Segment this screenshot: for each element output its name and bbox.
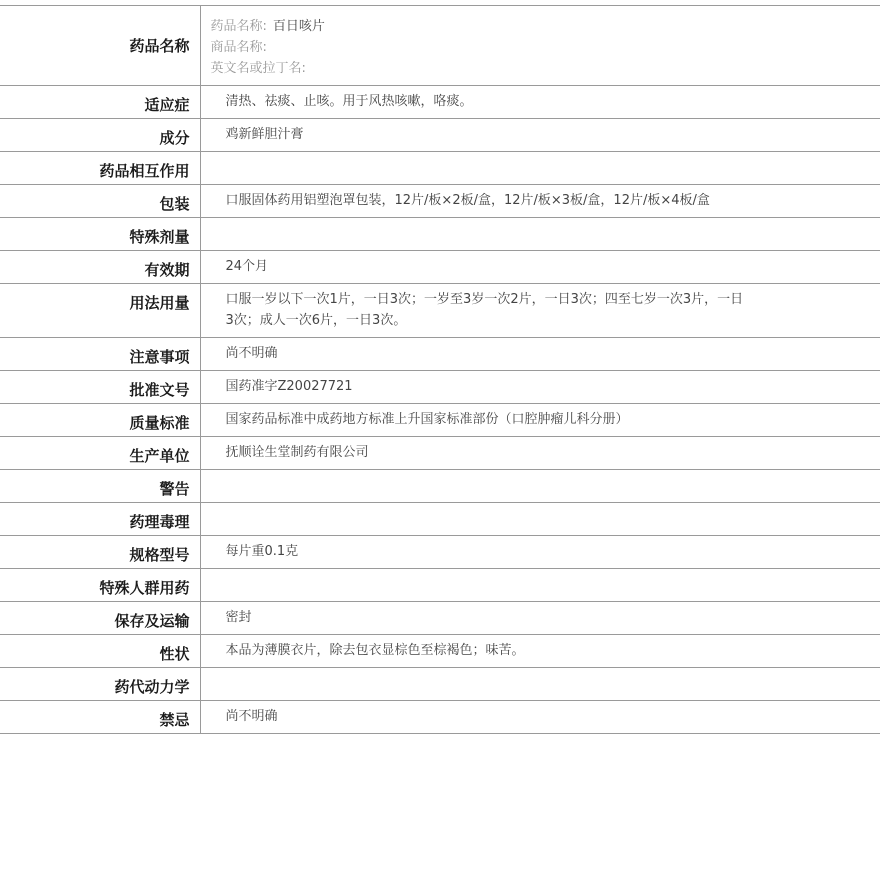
trade-name-label: 商品名称: — [210, 40, 267, 55]
table-row — [0, 668, 880, 701]
row-label: 禁忌 — [0, 701, 200, 734]
row-label: 特殊剂量 — [0, 218, 200, 251]
row-value: 尚不明确 — [225, 709, 278, 724]
row-value — [200, 152, 880, 185]
row-value — [200, 569, 880, 602]
table-row — [0, 569, 880, 602]
table-row — [0, 86, 880, 119]
row-label: 质量标准 — [0, 404, 200, 437]
row-label: 有效期 — [0, 251, 200, 284]
row-value — [200, 470, 880, 503]
table-row — [0, 152, 880, 185]
row-label: 药品名称 — [0, 6, 200, 86]
generic-name-value: 百日咳片 — [272, 19, 325, 34]
row-value: 24个月 — [225, 259, 269, 274]
table-row — [0, 338, 880, 371]
row-value — [200, 503, 880, 536]
row-value: 密封 — [225, 610, 252, 625]
row-label: 性状 — [0, 635, 200, 668]
row-label: 包装 — [0, 185, 200, 218]
table-row — [0, 701, 880, 734]
row-label: 药理毒理 — [0, 503, 200, 536]
table-row — [0, 251, 880, 284]
trade-name-line — [211, 37, 871, 58]
row-value: 清热、祛痰、止咳。用于风热咳嗽，咯痰。 — [225, 94, 473, 109]
row-label: 特殊人群用药 — [0, 569, 200, 602]
table-row — [0, 635, 880, 668]
table-row — [0, 503, 880, 536]
generic-name-line — [211, 16, 871, 37]
table-row — [0, 284, 880, 338]
table-row — [0, 404, 880, 437]
table-row — [0, 470, 880, 503]
drug-name-details — [200, 6, 880, 86]
row-label: 适应症 — [0, 86, 200, 119]
table-row — [0, 437, 880, 470]
row-label: 批准文号 — [0, 371, 200, 404]
row-label: 保存及运输 — [0, 602, 200, 635]
row-value: 每片重0.1克 — [225, 544, 299, 559]
latin-name-label: 英文名或拉丁名: — [210, 61, 306, 76]
table-row — [0, 185, 880, 218]
row-value — [200, 218, 880, 251]
row-value: 口服一岁以下一次1片，一日3次；一岁至3岁一次2片，一日3次；四至七岁一次3片，一日3次；成人一次6片，一日3次。 — [225, 292, 744, 328]
drug-info-table — [0, 5, 880, 734]
row-label: 生产单位 — [0, 437, 200, 470]
table-row — [0, 119, 880, 152]
row-value: 国药准字Z20027721 — [225, 379, 353, 394]
row-label: 注意事项 — [0, 338, 200, 371]
row-value: 国家药品标准中成药地方标准上升国家标准部份（口腔肿瘤儿科分册） — [225, 412, 629, 427]
row-value: 口服固体药用铝塑泡罩包装，12片/板×2板/盒，12片/板×3板/盒，12片/板×4板/盒 — [225, 193, 710, 208]
row-label: 用法用量 — [0, 284, 200, 338]
table-row — [0, 371, 880, 404]
table-row — [0, 536, 880, 569]
table-row — [0, 218, 880, 251]
row-label: 成分 — [0, 119, 200, 152]
drug-info-page — [0, 5, 880, 734]
row-label: 警告 — [0, 470, 200, 503]
latin-name-line — [211, 58, 871, 79]
row-label: 药代动力学 — [0, 668, 200, 701]
row-value: 本品为薄膜衣片，除去包衣显棕色至棕褐色；味苦。 — [225, 643, 525, 658]
row-value: 鸡新鲜胆汁膏 — [225, 127, 304, 142]
row-value: 尚不明确 — [225, 346, 278, 361]
generic-name-label: 药品名称: — [210, 19, 267, 34]
row-label: 药品相互作用 — [0, 152, 200, 185]
table-row — [0, 602, 880, 635]
row-value — [200, 668, 880, 701]
row-value: 抚顺诠生堂制药有限公司 — [225, 445, 369, 460]
row-label: 规格型号 — [0, 536, 200, 569]
drug-name-row — [0, 6, 880, 86]
